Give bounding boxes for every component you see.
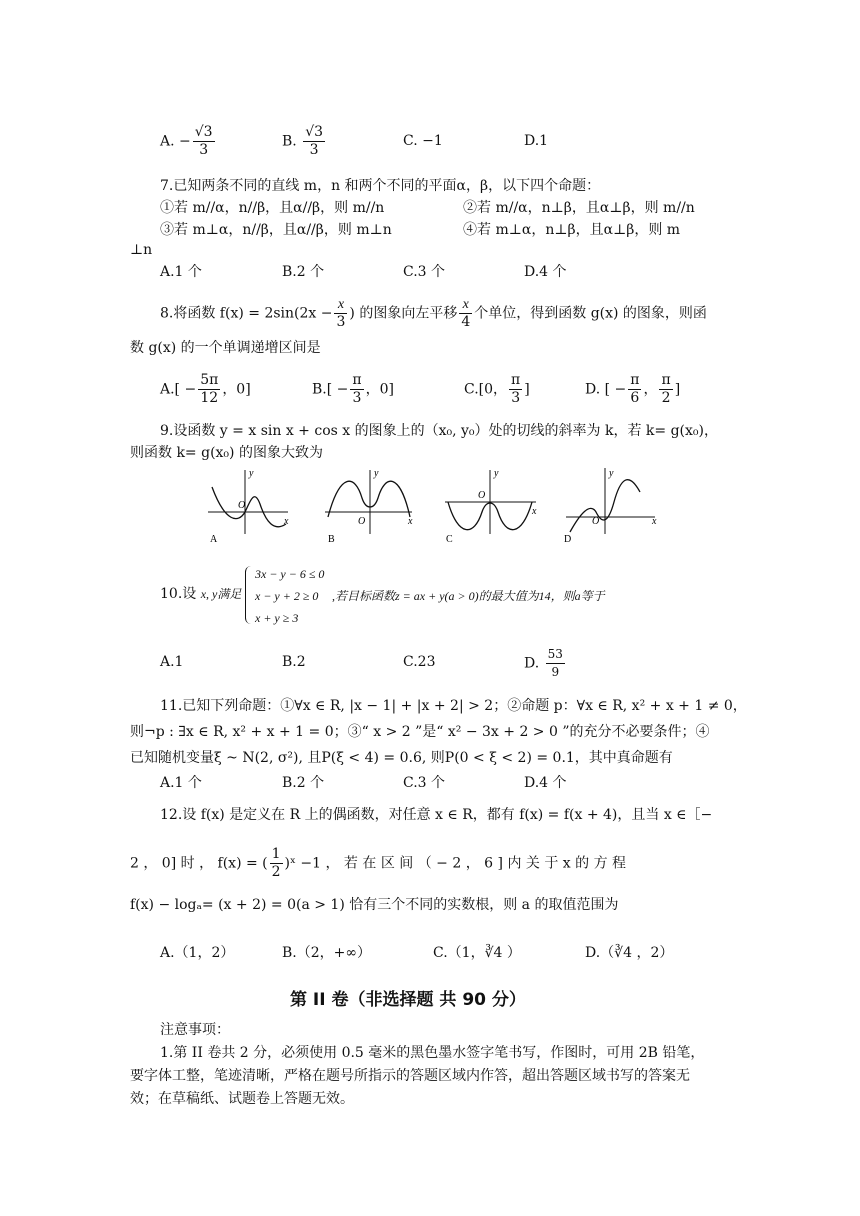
- svg-text:x: x: [652, 516, 657, 527]
- svg-text:A: A: [210, 534, 218, 545]
- q7-option-b: B.2 个: [282, 264, 325, 280]
- svg-text:O: O: [478, 490, 486, 501]
- q10-option-b: B.2: [282, 654, 306, 670]
- q8-option-b: B.[ − $\frac{\pi}{3}$ ，0]: [312, 372, 394, 406]
- q11-line2: 则¬p : ∃x ∈ R, x² + x + 1 = 0；③“ x > 2 ”是“ x² − 3x + 2 > 0 ”的充分不必要条件；④: [130, 724, 710, 740]
- graph-a: [208, 468, 289, 545]
- q12-option-a: A.（1，2）: [160, 945, 235, 961]
- svg-text:y: y: [494, 468, 499, 479]
- notice-heading: 注意事项：: [160, 1022, 230, 1038]
- q10-option-c: C.23: [403, 654, 436, 670]
- graph-c: [445, 468, 537, 545]
- svg-text:x: x: [284, 516, 289, 527]
- q7-option-d: D.4 个: [524, 264, 567, 280]
- q11-line3: 已知随机变量ξ ~ N(2, σ²), 且P(ξ < 4) = 0.6, 则P(0 < ξ < 2) = 0.1，其中真命题有: [130, 750, 673, 766]
- q8-option-d: D. [ − $\frac{\pi}{6}$ ， $\frac{\pi}{2}$ ]: [585, 372, 681, 406]
- part2-title: 第 II 卷（非选择题 共 90 分）: [290, 990, 526, 1010]
- q6-option-d: D.1: [524, 133, 549, 149]
- q10-option-d: D. $\frac{53}{9}$: [524, 647, 563, 679]
- svg-text:x: x: [408, 516, 413, 527]
- svg-text:O: O: [358, 516, 366, 527]
- q7-option-a: A.1 个: [160, 264, 202, 280]
- q6-option-b: B. $\frac{√3}{3}$: [282, 124, 324, 158]
- q9-stem: 9.设函数 y = x sin x + cos x 的图象上的（x₀, y₀）处的切线的斜率为 k，若 k= g(x₀)，: [160, 423, 718, 439]
- notice-para-1: 1.第 II 卷共 2 分，必须使用 0.5 毫米的黑色墨水签字笔书写，作图时，可用 2B 铅笔，: [160, 1045, 705, 1061]
- q11-option-a: A.1 个: [160, 775, 202, 791]
- q8-option-c: C.[0， $\frac{\pi}{3}$ ]: [464, 372, 530, 406]
- q12-line2: 2 ， 0] 时 ， f(x) = ( $\frac{1}{2}$ )ˣ −1 ， 若 在 区 间 （ − 2 ， 6 ] 内 关 于 x 的 方 程: [130, 846, 627, 880]
- notice-para-3: 效；在草稿纸、试题卷上答题无效。: [130, 1091, 354, 1107]
- q8-stem-line2: 数 g(x) 的一个单调递增区间是: [130, 340, 321, 356]
- q12-option-b: B.（2，+∞）: [282, 945, 372, 961]
- q11-option-b: B.2 个: [282, 775, 325, 791]
- q7-statement-1: ①若 m//α，n//β，且α//β，则 m//n: [160, 200, 385, 216]
- q9-stem-line2: 则函数 k= g(x₀) 的图象大致为: [130, 445, 323, 461]
- svg-text:C: C: [446, 534, 453, 545]
- q7-statement-4: ④若 m⊥α，n⊥β，且α⊥β，则 m: [463, 222, 681, 238]
- q10-condition-3: x + y ≥ 3: [255, 611, 299, 625]
- svg-text:O: O: [238, 500, 246, 511]
- q12-line1: 12.设 f(x) 是定义在 R 上的偶函数，对任意 x ∈ R，都有 f(x) = f(x + 4)，且当 x ∈［−: [160, 807, 713, 823]
- q6-option-a: A. − $\frac{√3}{3}$: [160, 124, 213, 158]
- graph-d: [564, 468, 657, 545]
- q12-line3: f(x) − logₐ= (x + 2) = 0(a > 1) 恰有三个不同的实数根，则 a 的取值范围为: [130, 897, 619, 913]
- q7-option-c: C.3 个: [403, 264, 446, 280]
- q10-condition-1: 3x − y − 6 ≤ 0: [255, 567, 325, 581]
- q11-line1: 11.已知下列命题：①∀x ∈ R, |x − 1| + |x + 2| > 2；②命题 p：∀x ∈ R, x² + x + 1 ≠ 0，: [160, 698, 747, 714]
- notice-para-2: 要字体工整，笔迹清晰，严格在题号所指示的答题区域内作答，超出答题区域书写的答案无: [130, 1068, 690, 1084]
- graph-b: [325, 468, 413, 545]
- q12-option-d: D.（∛4 ，2）: [585, 945, 674, 961]
- svg-text:D: D: [564, 534, 572, 545]
- q7-continuation: ⊥n: [130, 242, 153, 258]
- q9-graphs: [200, 462, 670, 546]
- q12-option-c: C.（1，∛4 ）: [433, 945, 521, 961]
- svg-text:B: B: [328, 534, 335, 545]
- q7-stem: 7.已知两条不同的直线 m，n 和两个不同的平面α，β，以下四个命题：: [160, 178, 601, 194]
- q11-option-d: D.4 个: [524, 775, 567, 791]
- svg-text:O: O: [592, 516, 600, 527]
- svg-text:y: y: [374, 468, 379, 479]
- q7-statement-3: ③若 m⊥α，n//β，且α//β，则 m⊥n: [160, 222, 392, 238]
- q11-option-c: C.3 个: [403, 775, 446, 791]
- svg-text:x: x: [532, 506, 537, 517]
- svg-text:y: y: [609, 468, 614, 479]
- q10-option-a: A.1: [160, 654, 184, 670]
- q10-suffix: ,若目标函数z = ax + y(a > 0)的最大值为14，则a等于: [332, 589, 605, 603]
- q10-brace: [245, 566, 254, 624]
- q8-option-a: A.[ − $\frac{5\pi}{12}$ ，0]: [160, 372, 251, 406]
- q6-option-c: C. −1: [403, 133, 443, 149]
- q10-prefix: 10.设 x, y满足: [160, 586, 242, 602]
- q8-stem: 8.将函数 f(x) = 2sin(2x − $\frac{x}{3}$ ) 的图象向左平移 $\frac{x}{4}$ 个单位，得到函数 g(x) 的图象，则函: [160, 297, 707, 330]
- q10-condition-2: x − y + 2 ≥ 0: [255, 589, 319, 603]
- q7-statement-2: ②若 m//α，n⊥β，且α⊥β，则 m//n: [463, 200, 695, 216]
- svg-text:y: y: [249, 468, 254, 479]
